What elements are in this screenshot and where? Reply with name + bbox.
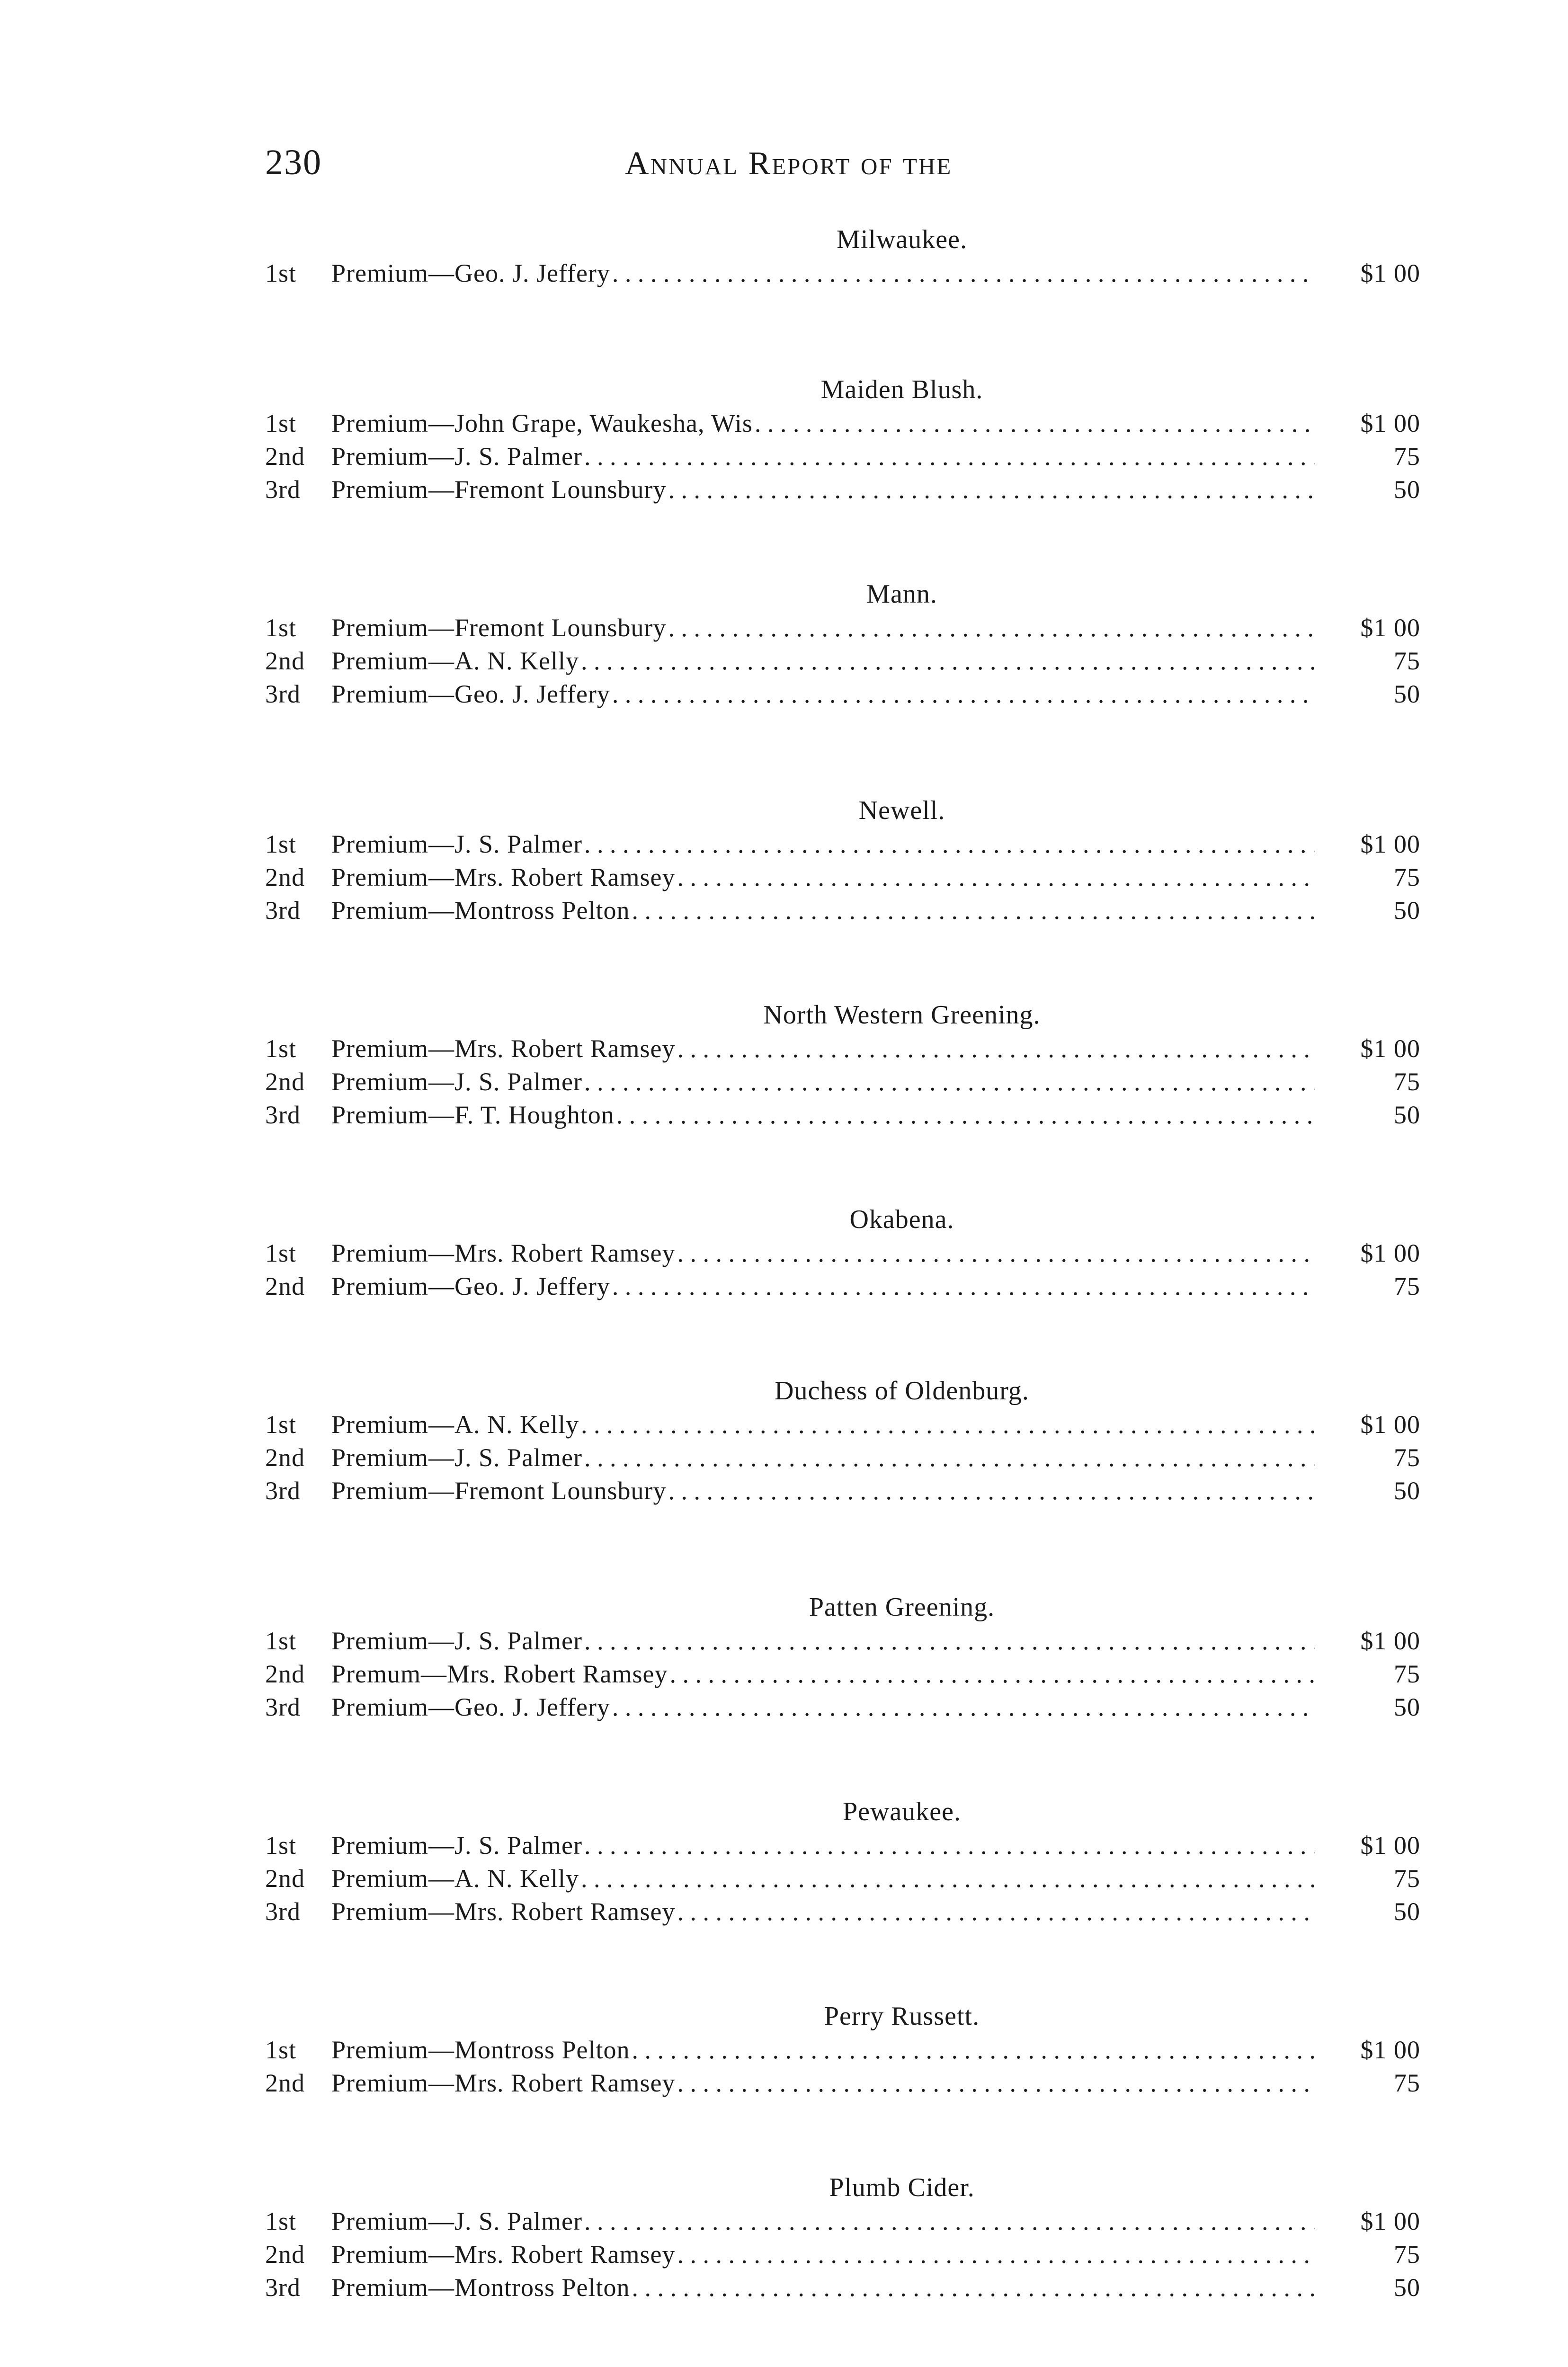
section-gap: [265, 711, 1420, 793]
premium-amount: $1 00: [1360, 1239, 1420, 1267]
premium-place: 1st: [265, 1410, 297, 1439]
premium-place: 2nd: [265, 2240, 305, 2269]
premium-amount: 50: [1394, 1101, 1420, 1129]
premium-entry: [265, 677, 1420, 711]
dot-leader: [632, 894, 1315, 927]
premium-entry: [265, 257, 1420, 290]
premium-amount: $1 00: [1360, 1410, 1420, 1439]
premium-place: 1st: [265, 259, 297, 287]
premium-winner: Premium—Mrs. Robert Ramsey: [331, 1034, 676, 1063]
dot-leader: [584, 1624, 1315, 1657]
page-number: 230: [265, 142, 322, 182]
premium-amount: $1 00: [1360, 2036, 1420, 2064]
premium-place: 2nd: [265, 1272, 305, 1300]
premium-amount: 75: [1394, 2069, 1420, 2097]
running-head: [265, 142, 1420, 199]
premium-entry: [265, 1270, 1420, 1303]
premium-amount: 75: [1394, 647, 1420, 675]
premium-place: 2nd: [265, 2069, 305, 2097]
premium-winner: Premium—J. S. Palmer: [331, 1627, 582, 1655]
premium-amount: $1 00: [1360, 2207, 1420, 2235]
dot-leader: [668, 473, 1315, 506]
dot-leader: [668, 611, 1315, 644]
premium-amount: $1 00: [1360, 830, 1420, 858]
variety-section: [265, 2171, 1420, 2304]
premium-place: 1st: [265, 409, 297, 437]
dot-leader: [616, 1098, 1315, 1131]
variety-section: [265, 793, 1420, 927]
premium-winner: Premium—Mrs. Robert Ramsey: [331, 1897, 676, 1926]
dot-leader: [581, 1408, 1315, 1441]
premium-amount: 75: [1394, 1660, 1420, 1688]
premium-winner: Premium—A. N. Kelly: [331, 647, 579, 675]
dot-leader: [632, 2033, 1315, 2066]
premium-winner: Premium—Mrs. Robert Ramsey: [331, 2069, 676, 2097]
section-gap: [265, 506, 1420, 577]
premium-winner: Premium—Montross Pelton: [331, 2036, 630, 2064]
premium-amount: 50: [1394, 1477, 1420, 1505]
variety-title: Mann.: [866, 579, 937, 609]
variety-section: [265, 1590, 1420, 1724]
section-gap: [265, 1928, 1420, 1999]
premium-amount: 75: [1394, 1864, 1420, 1893]
premium-amount: $1 00: [1360, 409, 1420, 437]
variety-title: Patten Greening.: [809, 1593, 995, 1622]
premium-amount: 75: [1394, 1068, 1420, 1096]
dot-leader: [584, 1065, 1315, 1098]
running-title: Annual Report of the: [625, 145, 953, 182]
premium-entry: [265, 611, 1420, 644]
section-gap: [265, 1303, 1420, 1374]
report-page: [265, 142, 1420, 2304]
premium-entry: [265, 894, 1420, 927]
premium-winner: Premium—John Grape, Waukesha, Wis: [331, 409, 753, 437]
premium-place: 3rd: [265, 1897, 301, 1926]
premium-amount: 75: [1394, 442, 1420, 471]
premium-entry: [265, 828, 1420, 861]
variety-section: [265, 373, 1420, 506]
premium-place: 2nd: [265, 863, 305, 891]
premium-place: 2nd: [265, 442, 305, 471]
dot-leader: [677, 861, 1315, 894]
premium-winner: Premium—J. S. Palmer: [331, 1443, 582, 1472]
premium-winner: Premium—J. S. Palmer: [331, 1068, 582, 1096]
premium-entry: [265, 1862, 1420, 1895]
premium-place: 1st: [265, 614, 297, 642]
premium-entry: [265, 1657, 1420, 1691]
premium-winner: Premum—Mrs. Robert Ramsey: [331, 1660, 668, 1688]
premium-place: 2nd: [265, 1864, 305, 1893]
variety-title: Newell.: [858, 796, 945, 825]
premium-place: 1st: [265, 2207, 297, 2235]
premium-entry: [265, 1829, 1420, 1862]
section-gap: [265, 290, 1420, 373]
premium-amount: 75: [1394, 863, 1420, 891]
premium-winner: Premium—J. S. Palmer: [331, 1831, 582, 1860]
premium-place: 1st: [265, 1831, 297, 1860]
variety-section: [265, 1999, 1420, 2100]
premium-winner: Premium—J. S. Palmer: [331, 442, 582, 471]
dot-leader: [612, 257, 1315, 290]
variety-section: [265, 1202, 1420, 1303]
dot-leader: [669, 1657, 1315, 1691]
dot-leader: [584, 440, 1315, 473]
premium-winner: Premium—A. N. Kelly: [331, 1410, 579, 1439]
dot-leader: [581, 1862, 1315, 1895]
dot-leader: [584, 1829, 1315, 1862]
premium-winner: Premium—A. N. Kelly: [331, 1864, 579, 1893]
premium-place: 3rd: [265, 1101, 301, 1129]
premium-amount: 75: [1394, 1443, 1420, 1472]
variety-title: North Western Greening.: [763, 1000, 1041, 1030]
premium-amount: 50: [1394, 1693, 1420, 1721]
premium-place: 2nd: [265, 647, 305, 675]
premium-winner: Premium—Fremont Lounsbury: [331, 614, 667, 642]
premium-entry: [265, 1895, 1420, 1928]
premium-amount: 50: [1394, 896, 1420, 925]
premium-amount: 75: [1394, 2240, 1420, 2269]
premium-entry: [265, 644, 1420, 677]
premium-place: 1st: [265, 1239, 297, 1267]
section-gap: [265, 927, 1420, 998]
premium-entry: [265, 1441, 1420, 1474]
variety-section: [265, 1795, 1420, 1928]
section-gap: [265, 1507, 1420, 1590]
premium-place: 1st: [265, 830, 297, 858]
dot-leader: [584, 1441, 1315, 1474]
premium-entry: [265, 1624, 1420, 1657]
premium-amount: 50: [1394, 1897, 1420, 1926]
variety-title: Duchess of Oldenburg.: [775, 1376, 1029, 1406]
premium-place: 2nd: [265, 1068, 305, 1096]
premium-winner: Premium—J. S. Palmer: [331, 2207, 582, 2235]
premium-entry: [265, 1098, 1420, 1131]
dot-leader: [677, 2066, 1315, 2100]
premium-entry: [265, 473, 1420, 506]
premium-place: 2nd: [265, 1660, 305, 1688]
premium-winner: Premium—Geo. J. Jeffery: [331, 1693, 610, 1721]
variety-title: Perry Russett.: [824, 2002, 980, 2031]
dot-leader: [755, 407, 1315, 440]
dot-leader: [581, 644, 1315, 677]
premium-entry: [265, 1065, 1420, 1098]
variety-title: Plumb Cider.: [829, 2173, 975, 2202]
premium-place: 1st: [265, 1034, 297, 1063]
dot-leader: [677, 2238, 1315, 2271]
dot-leader: [584, 828, 1315, 861]
premium-amount: 50: [1394, 2273, 1420, 2302]
premium-winner: Premium—Mrs. Robert Ramsey: [331, 2240, 676, 2269]
premium-entry: [265, 1691, 1420, 1724]
premium-place: 1st: [265, 1627, 297, 1655]
premium-place: 2nd: [265, 1443, 305, 1472]
premium-entry: [265, 1032, 1420, 1065]
variety-section: [265, 998, 1420, 1131]
premium-place: 1st: [265, 2036, 297, 2064]
premium-entry: [265, 407, 1420, 440]
section-gap: [265, 1724, 1420, 1795]
premium-winner: Premium—Fremont Lounsbury: [331, 1477, 667, 1505]
premium-place: 3rd: [265, 1693, 301, 1721]
premium-winner: Premium—Mrs. Robert Ramsey: [331, 1239, 676, 1267]
premium-entry: [265, 2271, 1420, 2304]
premium-amount: $1 00: [1360, 259, 1420, 287]
variety-section: [265, 222, 1420, 290]
premium-place: 3rd: [265, 475, 301, 504]
premium-amount: 50: [1394, 680, 1420, 708]
premium-place: 3rd: [265, 2273, 301, 2302]
dot-leader: [584, 2205, 1315, 2238]
premium-winner: Premium—Mrs. Robert Ramsey: [331, 863, 676, 891]
premium-winner: Premium—Montross Pelton: [331, 2273, 630, 2302]
premium-winner: Premium—Geo. J. Jeffery: [331, 1272, 610, 1300]
premium-winner: Premium—F. T. Houghton: [331, 1101, 615, 1129]
dot-leader: [632, 2271, 1315, 2304]
dot-leader: [677, 1895, 1315, 1928]
variety-title: Okabena.: [849, 1205, 954, 1234]
dot-leader: [612, 1270, 1315, 1303]
premium-winner: Premium—Fremont Lounsbury: [331, 475, 667, 504]
premium-entry: [265, 2066, 1420, 2100]
dot-leader: [668, 1474, 1315, 1507]
dot-leader: [612, 677, 1315, 711]
premium-entry: [265, 1237, 1420, 1270]
variety-section: [265, 1374, 1420, 1507]
section-gap: [265, 1131, 1420, 1202]
premium-amount: $1 00: [1360, 1831, 1420, 1860]
variety-section: [265, 577, 1420, 711]
premium-winner: Premium—Geo. J. Jeffery: [331, 680, 610, 708]
premium-entry: [265, 1408, 1420, 1441]
dot-leader: [612, 1691, 1315, 1724]
premium-amount: $1 00: [1360, 1627, 1420, 1655]
premium-entry: [265, 861, 1420, 894]
premium-amount: $1 00: [1360, 1034, 1420, 1063]
dot-leader: [677, 1032, 1315, 1065]
premium-place: 3rd: [265, 896, 301, 925]
premium-amount: 75: [1394, 1272, 1420, 1300]
premium-entry: [265, 2238, 1420, 2271]
premium-entry: [265, 1474, 1420, 1507]
premium-entry: [265, 2033, 1420, 2066]
premium-winner: Premium—Geo. J. Jeffery: [331, 259, 610, 287]
premium-entry: [265, 2205, 1420, 2238]
premium-place: 3rd: [265, 680, 301, 708]
premium-amount: 50: [1394, 475, 1420, 504]
dot-leader: [677, 1237, 1315, 1270]
premium-amount: $1 00: [1360, 614, 1420, 642]
premium-list: [265, 222, 1420, 2304]
variety-title: Milwaukee.: [837, 225, 967, 254]
premium-winner: Premium—J. S. Palmer: [331, 830, 582, 858]
variety-title: Pewaukee.: [842, 1797, 961, 1826]
variety-title: Maiden Blush.: [820, 375, 983, 404]
premium-place: 3rd: [265, 1477, 301, 1505]
premium-entry: [265, 440, 1420, 473]
premium-winner: Premium—Montross Pelton: [331, 896, 630, 925]
section-gap: [265, 2100, 1420, 2171]
